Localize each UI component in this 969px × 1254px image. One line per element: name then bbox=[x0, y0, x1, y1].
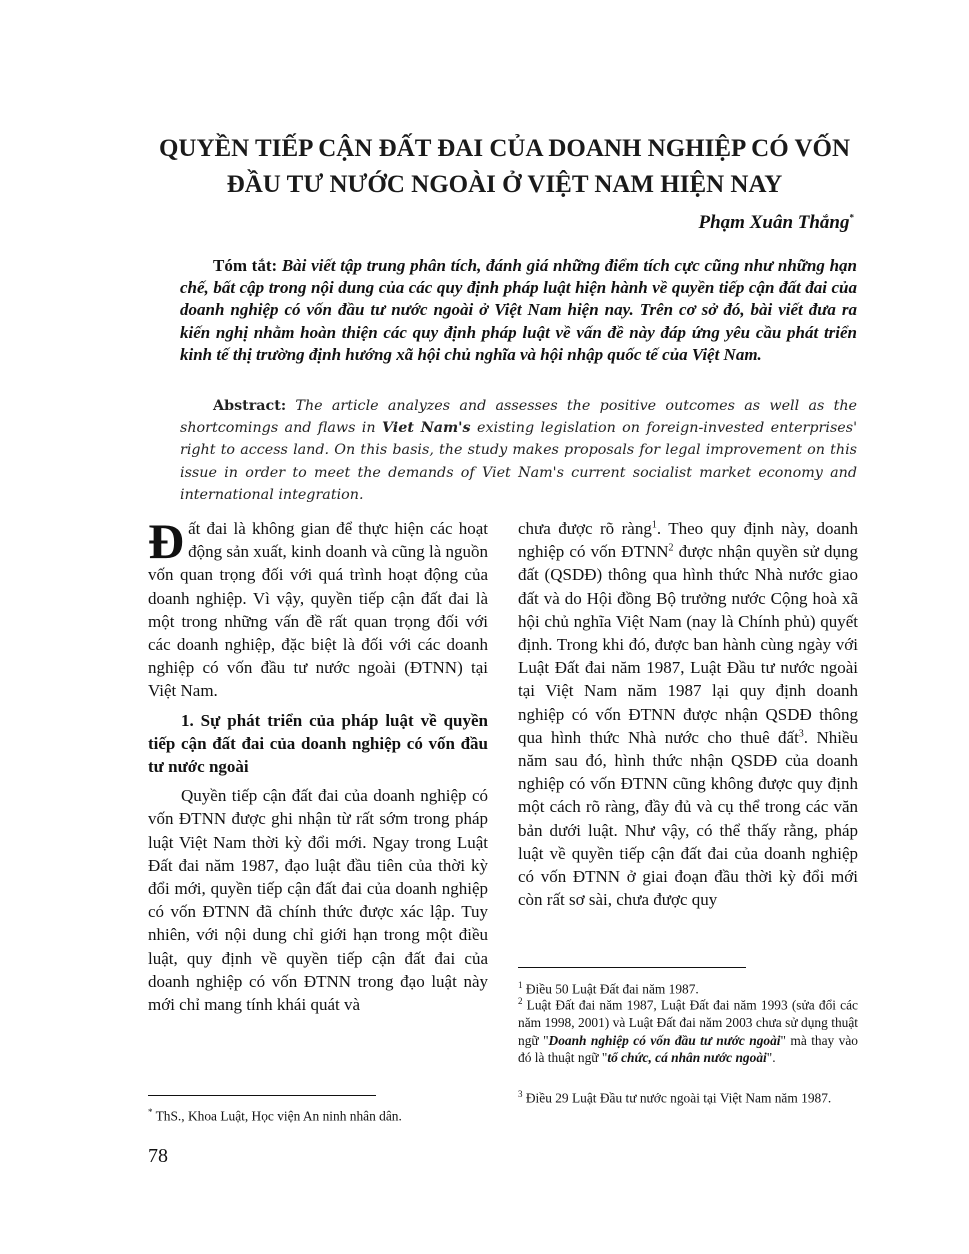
text-segment-3: được nhận quyền sử dụng đất (QSDĐ) thông qua hình thức Nhà nước giao đất và do Hội đồng Bộ trưởng nước Cộng hoà xã hội chủ nghĩa Việt Nam (nay là Chính phủ) quyết định. Trong khi đó, được ban hành cùng ngày với Luật Đất đai năm 1987, Luật Đầu tư nước ngoài tại Việt Nam năm 1987 lại quy định doanh nghiệp có vốn ĐTNN được nhận QSDĐ thông qua hình thức Nhà nước cho thuê đất bbox=[518, 542, 858, 747]
drop-cap: Đ bbox=[148, 513, 185, 569]
text-segment-4: . Nhiều năm sau đó, hình thức nhận QSDĐ của doanh nghiệp có vốn ĐTNN cũng không được quy định một cách rõ ràng, đầy đủ và cụ thể trong các văn bản dưới luật. Như vậy, có thể thấy rằng, pháp luật về quyền tiếp cận đất đai của doanh nghiệp có vốn ĐTNN ở giai đoạn đầu thời kỳ đổi mới còn rất sơ sài, chưa được quy bbox=[518, 727, 859, 910]
author-footnote-mark: * bbox=[849, 212, 854, 223]
footnote-2-text-b: " mà thay vào đó là thuật ngữ " bbox=[518, 1032, 858, 1066]
text-segment-1: chưa được rõ ràng bbox=[518, 519, 652, 538]
footnote-ref-3[interactable]: 3 bbox=[798, 728, 804, 740]
footnote-3 bbox=[518, 1086, 858, 1107]
author-footnote bbox=[148, 1104, 488, 1125]
footnote-3-text: Điều 29 Luật Đầu tư nước ngoài tại Việt Nam năm 1987. bbox=[525, 1090, 832, 1106]
title-line-1: QUYỀN TIẾP CẬN ĐẤT ĐAI CỦA DOANH NGHIỆP CÓ VỐN bbox=[158, 135, 851, 162]
author-affiliation: ThS., Khoa Luật, Học viện An ninh nhân dân. bbox=[155, 1108, 402, 1124]
footnote-2 bbox=[518, 993, 858, 1067]
page-number: 78 bbox=[148, 1145, 168, 1167]
vietnamese-summary bbox=[180, 255, 857, 366]
footnote-3-number: 3 bbox=[518, 1089, 523, 1099]
footnote-ref-1[interactable]: 1 bbox=[651, 519, 657, 531]
english-abstract bbox=[180, 395, 857, 506]
footnote-divider-right bbox=[518, 967, 746, 968]
author-footnote-symbol: * bbox=[148, 1107, 153, 1117]
abstract-label: Abstract: bbox=[213, 398, 287, 414]
footnote-2-text-a: Luật Đất đai năm 1987, Luật Đất đai năm 1993 (sửa đổi các năm 1998, 2001) và Luật Đất đai năm 2003 chưa sử dụng thuật ngữ " bbox=[518, 997, 858, 1048]
right-column bbox=[518, 517, 858, 911]
author-name bbox=[699, 212, 855, 234]
section-heading: 1. Sự phát triển của pháp luật về quyền tiếp cận đất đai của doanh nghiệp có vốn đầu tư nước ngoài bbox=[148, 710, 488, 777]
intro-text: ất đai là không gian để thực hiện các hoạt động sản xuất, kinh doanh và cũng là nguồn vốn quan trọng đối với quá trình hoạt động của doanh nghiệp. Vì vậy, quyền tiếp cận đất đai là một trong những vấn đề rất quan trọng đối với các doanh nghiệp, đặc biệt là đối với các doanh nghiệp có vốn đầu tư nước ngoài (ĐTNN) tại Việt Nam. bbox=[148, 519, 488, 701]
article-title bbox=[120, 131, 889, 203]
footnote-2-text-c: ". bbox=[766, 1050, 776, 1066]
summary-label: Tóm tắt: bbox=[213, 256, 278, 275]
author-text: Phạm Xuân Thắng bbox=[698, 212, 850, 233]
abstract-text-part1: The article analyzes and assesses the positive outcomes as well as the shortcomings and flaws in bbox=[180, 398, 858, 437]
footnote-2-number: 2 bbox=[518, 996, 523, 1006]
footnote-divider-left bbox=[148, 1095, 376, 1096]
left-column bbox=[148, 513, 488, 1016]
text-segment-2: . Theo quy định này, doanh nghiệp có vốn ĐTNN bbox=[518, 519, 858, 562]
title-line-2: ĐẦU TƯ NƯỚC NGOÀI Ở VIỆT NAM HIỆN NAY bbox=[226, 171, 783, 198]
footnote-ref-2[interactable]: 2 bbox=[668, 542, 674, 554]
intro-paragraph bbox=[148, 513, 488, 703]
footnote-2-term-2: tổ chức, cá nhân nước ngoài bbox=[607, 1050, 767, 1066]
body-paragraph: Quyền tiếp cận đất đai của doanh nghiệp có vốn ĐTNN được ghi nhận từ rất sớm trong pháp luật Việt Nam thời kỳ đổi mới. Ngay trong Luật Đất đai năm 1987, đạo luật đầu tiên của thời kỳ đổi mới, quyền tiếp cận đất đai của doanh nghiệp có vốn ĐTNN đã chính thức được xác lập. Tuy nhiên, với nội dung chỉ giới hạn trong một điều luật, quy định về quyền tiếp cận đất đai của doanh nghiệp có vốn ĐTNN trong đạo luật này mới chỉ mang tính khái quát và bbox=[148, 786, 488, 1015]
summary-text: Bài viết tập trung phân tích, đánh giá những điểm tích cực cũng như những hạn chế, bất cập trong nội dung của các quy định pháp luật hiện hành về quyền tiếp cận đất đai của doanh nghiệp có vốn đầu tư nước ngoài ở Việt Nam hiện nay. Trên cơ sở đó, bài viết đưa ra kiến nghị nhằm hoàn thiện các quy định pháp luật về vấn đề này đáp ứng yêu cầu phát triển kinh tế thị trường định hướng xã hội chủ nghĩa và hội nhập quốc tế của Việt Nam. bbox=[180, 256, 858, 364]
footnote-1-text: Điều 50 Luật Đất đai năm 1987. bbox=[525, 981, 699, 997]
footnote-1-number: 1 bbox=[518, 980, 523, 990]
abstract-text-part2: existing legislation on foreign-invested enterprises' right to access land. On this basis, the study makes proposals for legal improvement on this issue in order to meet the demands of Viet Nam's current socialist market economy and international integration. bbox=[180, 420, 858, 503]
footnote-2-term-1: Doanh nghiệp có vốn đầu tư nước ngoài bbox=[548, 1032, 781, 1048]
abstract-vietnam: Viet Nam's bbox=[381, 420, 471, 437]
continued-paragraph bbox=[518, 517, 858, 911]
